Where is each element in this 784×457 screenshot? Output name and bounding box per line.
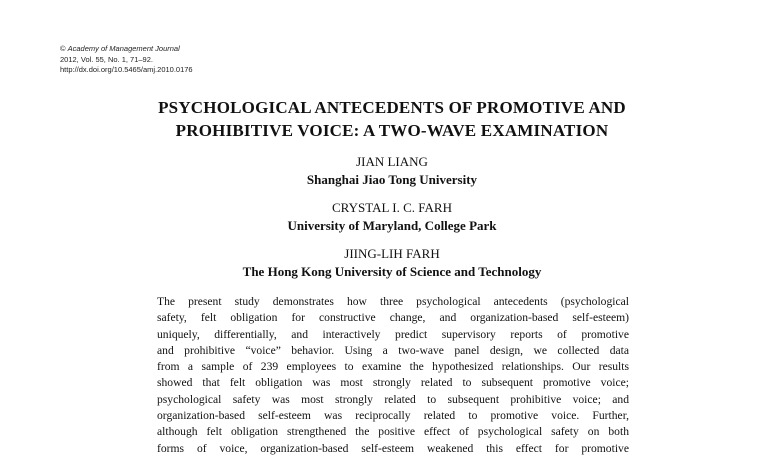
- paper-title: [0, 96, 784, 142]
- abstract-line: forms of voice, organization-based self-esteem weakened this effect for promotive: [157, 441, 629, 455]
- author-block-1: [0, 153, 784, 189]
- journal-header: [60, 44, 193, 76]
- copyright-mark: ©: [60, 44, 68, 53]
- doi-link[interactable]: http://dx.doi.org/10.5465/amj.2010.0176: [60, 65, 193, 74]
- abstract-line: safety, felt obligation for constructive change, and organization-based self-esteem): [157, 311, 629, 325]
- abstract-line: uniquely, differentially, and interactively predict supervisory reports of promotive: [157, 327, 629, 341]
- author-name: CRYSTAL I. C. FARH: [332, 200, 452, 215]
- abstract-line: from a sample of 239 employees to examine the hypothesized relationships. Our results: [157, 360, 629, 374]
- journal-name: Academy of Management Journal: [67, 44, 180, 53]
- author-block-3: [0, 245, 784, 281]
- abstract-line: and prohibitive “voice” behavior. Using a two-wave panel design, we collected data: [157, 343, 629, 357]
- paper-title-line-2: PROHIBITIVE VOICE: A TWO-WAVE EXAMINATION: [175, 121, 609, 140]
- abstract-line: organization-based self-esteem was reciprocally related to promotive voice. Further,: [157, 409, 629, 423]
- abstract-line: showed that felt obligation was most strongly related to subsequent promotive voice;: [157, 376, 629, 390]
- author-affiliation: Shanghai Jiao Tong University: [306, 172, 478, 187]
- author-block-2: [0, 199, 784, 235]
- author-affiliation: University of Maryland, College Park: [287, 218, 497, 233]
- abstract-line: The present study demonstrates how three psychological antecedents (psychological: [157, 295, 629, 308]
- journal-citation-line: [60, 44, 193, 55]
- author-name: JIING-LIH FARH: [344, 246, 440, 261]
- abstract-line: although felt obligation strengthened the positive effect of psychological safety on both: [157, 425, 629, 439]
- abstract: [157, 294, 629, 457]
- journal-volume-info: 2012, Vol. 55, No. 1, 71–92.: [60, 54, 153, 64]
- abstract-line: psychological safety was most strongly related to subsequent prohibitive voice; and: [157, 392, 629, 406]
- author-affiliation: The Hong Kong University of Science and Technology: [242, 264, 542, 279]
- paper-title-line-1: PSYCHOLOGICAL ANTECEDENTS OF PROMOTIVE AND: [158, 98, 626, 117]
- author-name: JIAN LIANG: [356, 154, 428, 169]
